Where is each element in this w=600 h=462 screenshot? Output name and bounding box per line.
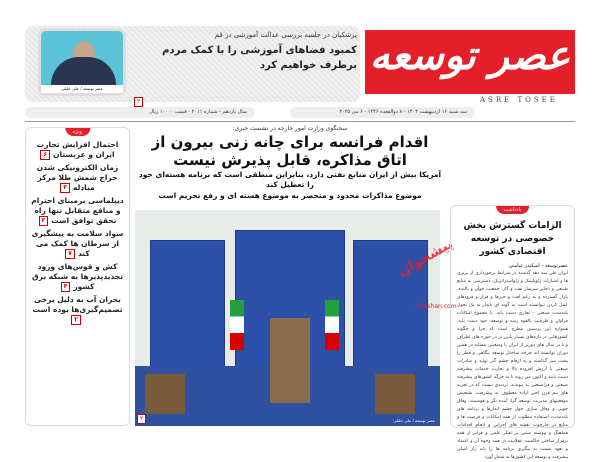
brief-item[interactable]: [26, 196, 129, 226]
brief-title: دیپلماسی برمبنای احترام و منافع متقابل تنها راه تحقق توافق است: [31, 196, 124, 225]
headline-kicker: سخنگوی وزارت امور خارجه در نشست خبری:: [232, 125, 348, 132]
subheadline: آمریکا بیش از ایران منابع نفتی دارد، بنابراین منطقی است که برنامه هسته‌ای خود را تعطیل کند: [138, 170, 442, 189]
teaser-photo: [38, 28, 126, 96]
brief-item[interactable]: [26, 229, 129, 259]
issue-info: سال یازدهم - شماره ۲۰۱۱ - قیمت ۱۰۰۰۰ ریال: [25, 107, 255, 118]
brief-title: سواد سلامت به پیشگیری از سرطان ها کمک می کند: [31, 229, 124, 258]
editorial-author: عصرتوسعه - اسکندر عباسی: [508, 263, 568, 269]
section-tag: ویژه: [65, 128, 90, 136]
subheadline: موضوع مذاکرات محدود و منحصر به موضوع هسته ای و رفع تحریم است: [158, 191, 422, 200]
divider: [25, 121, 575, 122]
brief-title: بحران آب به دلیل برخی تصمیم‌گیری‌ها بوده است: [32, 295, 123, 314]
editorial-title[interactable]: الزامات گسترش بخش خصوصی در توسعه اقتصادی کشور: [463, 221, 562, 257]
page-ref[interactable]: ۲: [134, 97, 143, 107]
photo-caption: عصر توسعه / علی خلیلی: [41, 85, 123, 93]
logo-text: عصر توسعه: [369, 32, 571, 79]
brief-title: احتمال افزایش تجارت ایران و عربستان: [36, 140, 119, 159]
editorial-box: [450, 205, 575, 460]
page-ref[interactable]: ۲: [71, 315, 81, 325]
brief-title: کش و قوس‌های ورود تجدیدپذیرها به شبکه برق کشور: [31, 262, 124, 291]
newspaper-logo: [365, 30, 575, 94]
page-ref[interactable]: ۲: [39, 216, 49, 226]
editorial-body: ایران طی سه دهه گذشته در شرایط برخورداری از برتری ها و امتیازات ژئوپلیتیک و ژئواستراتژیک، دسترسی به منابع طبیعی و ذخایر سرشار نفت و گاز، جمعیت جوان و بالنده، بازار گسترده و به رغم افت و خیزها و فراز و فرودهای عمل کردن نتوانسته است به گونه ای پایدار به یک تحول بلندمدت صنعتی - تجاری دست یابد. با مجموع امکانات فراوان و ظرفیت بالقوه رشد و توسعه، خود دست یابد. همواره این پرسش مطرح است که چرا و چگونه کشورهایی در بازه‌های بسیار پایین تر در حوزه های اطراف و یا در سال های دورتر از ایران با وضعیتی مشابه در همین دوران توانسته اند چرخه ساختار توسعه بنگاهی و قطر را پشت سر گذاشته و به ارقام چشم گیر تولید و صادرات صنعتی با ارزش افزوده بالا و تجارت خدمات پیشرفته دست یابند و اکنون می روند تا به جرگه کشورهای پیشرفته صنعتی و فراصنعتی به پیوندند. تردیدی نیست که در تجربه های نیم قرن اخیر اراده معطوف به پیشرفت، تشخیص موقعیتهای مدیریت توسعه گرا، آینده نگر و هوشمند، وفاق جویی و وفاق سازی حول چشم اندازها و برنامه های بلندمدت، استفاده مطلوب از همه امکانات و فرصت ها و منابع در چارچوب نقشه های اجرایی و انجام اقدامات هماهنگ و پیوسته مبتنی بر تفکر علمی و فراتر از همه برقرار ساختن حاکمیت عقلانیت در همه وجوه آن و اعتماد و تعهد نسبت به پیگیری برنامه ها را باید راز اصلی پیشرفت و توسعه این کشورها به شمار آورد.: [457, 271, 568, 460]
main-story: [135, 125, 445, 201]
main-headline[interactable]: اقدام فرانسه برای چانه زنی بیرون از اتاق مذاکره، قابل پذیرش نیست: [151, 133, 429, 169]
brief-title: زمان الکترونیکی شدن حراج شمش طلا مرکز مبادله: [36, 163, 119, 192]
page-ref[interactable]: ۳: [60, 183, 70, 193]
brief-item[interactable]: [26, 295, 129, 325]
section-tag: یادداشت: [496, 206, 530, 214]
watermark: پیشخوان: [395, 235, 456, 281]
page-ref[interactable]: ۲: [137, 414, 146, 424]
teaser-title[interactable]: کمبود فضاهای آموزشی را با کمک مردم برطرف خواهیم کرد: [162, 45, 357, 71]
watermark-url: Pishkhan.com: [415, 303, 457, 310]
teaser-kicker: پزشکیان در جلسه بررسی عدالت آموزشی در قم: [214, 31, 357, 39]
news-briefs: [25, 127, 130, 426]
brief-item[interactable]: [26, 140, 129, 160]
main-photo: [135, 210, 440, 426]
page-ref[interactable]: ۷: [65, 249, 75, 259]
page-ref[interactable]: ۶: [40, 150, 50, 160]
logo-latin: ASRE TOSEE: [480, 96, 558, 104]
brief-item[interactable]: [26, 163, 129, 193]
photo-caption: عصر توسعه / علی خلیلی: [393, 418, 435, 423]
date-bar: سه شنبه ۱۶ اردیبهشت ۱۴۰۴ - ۸ ذوالقعده ۱۴۴۶ - ۶ می ۲۰۲۵: [290, 107, 475, 118]
brief-item[interactable]: [26, 262, 129, 292]
page-ref[interactable]: ۴: [61, 282, 71, 292]
